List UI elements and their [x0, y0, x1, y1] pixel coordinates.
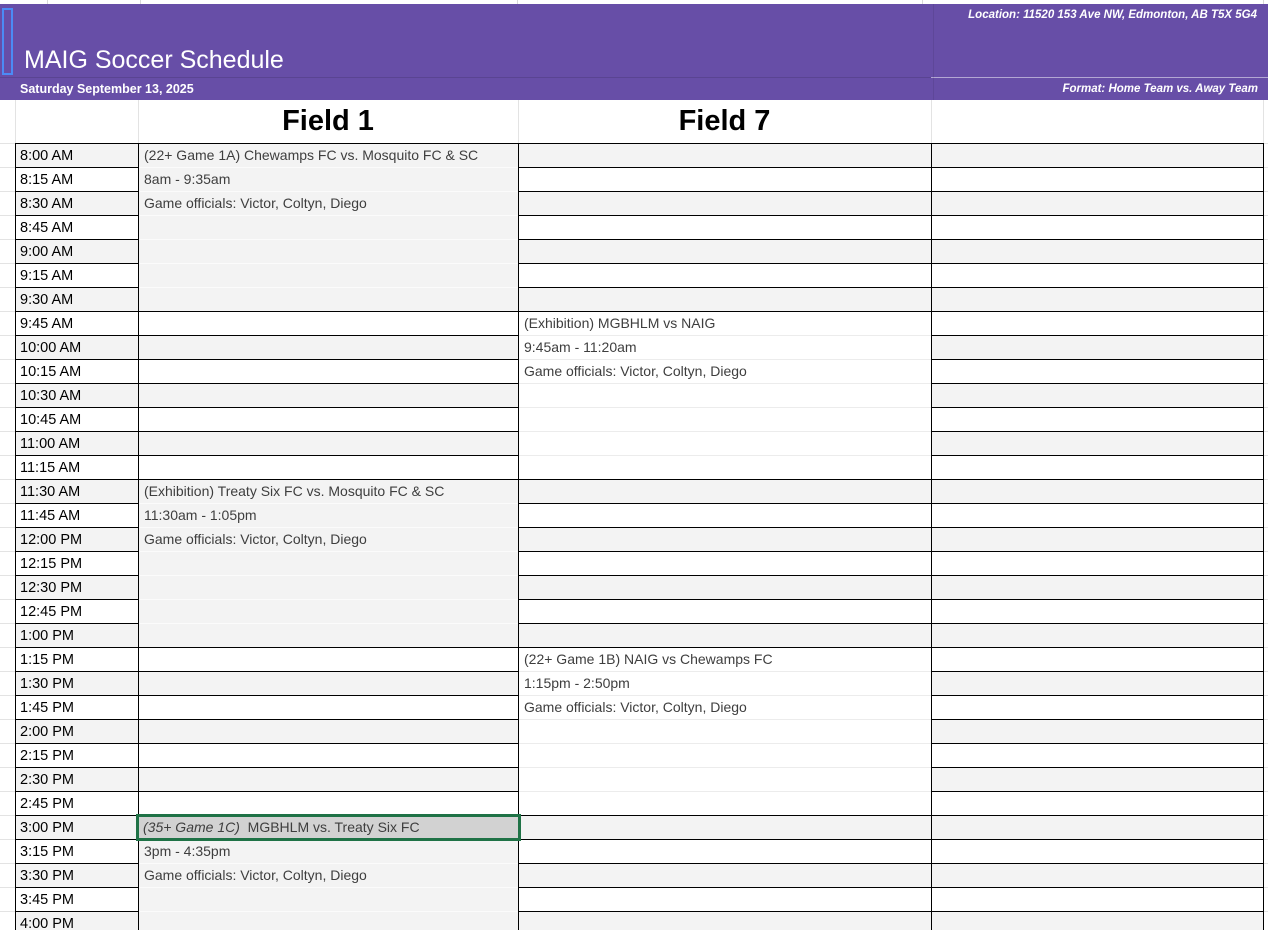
- schedule-cell-field7[interactable]: [518, 288, 931, 312]
- row-gridline: [0, 383, 15, 384]
- schedule-cell-extra[interactable]: [931, 720, 1263, 744]
- column-border: [15, 143, 16, 930]
- time-cell[interactable]: 11:30 AM: [15, 480, 138, 504]
- schedule-cell-extra[interactable]: [931, 648, 1263, 672]
- game-title-part: (Exhibition) Treaty Six FC vs. Mosquito FC & SC: [144, 483, 445, 499]
- row-gridline: [1264, 575, 1268, 576]
- block-row-gridline: [139, 575, 518, 576]
- block-row-gridline: [139, 551, 518, 552]
- schedule-cell-extra[interactable]: [931, 192, 1263, 216]
- row-gridline: [0, 431, 15, 432]
- block-row-gridline: [139, 263, 518, 264]
- schedule-cell-extra[interactable]: [931, 144, 1263, 168]
- row-gridline: [0, 647, 15, 648]
- schedule-cell-extra[interactable]: [931, 528, 1263, 552]
- time-cell[interactable]: 11:00 AM: [15, 432, 138, 456]
- time-cell[interactable]: 8:15 AM: [15, 168, 138, 192]
- schedule-cell-extra[interactable]: [931, 744, 1263, 768]
- row-gridline: [1264, 263, 1268, 264]
- row-gridline: [1264, 647, 1268, 648]
- schedule-cell-extra[interactable]: [931, 456, 1263, 480]
- time-cell[interactable]: 1:15 PM: [15, 648, 138, 672]
- schedule-cell-field1[interactable]: [138, 696, 518, 720]
- schedule-cell-extra[interactable]: [931, 216, 1263, 240]
- row-gridline: [1264, 191, 1268, 192]
- block-row-gridline: [139, 599, 518, 600]
- row-gridline: [1264, 527, 1268, 528]
- schedule-cell-field1[interactable]: [138, 432, 518, 456]
- row-gridline: [0, 767, 15, 768]
- time-cell[interactable]: 4:00 PM: [15, 912, 138, 930]
- time-cell[interactable]: 1:45 PM: [15, 696, 138, 720]
- gridline: [518, 100, 519, 143]
- row-gridline: [1264, 479, 1268, 480]
- schedule-cell-field1[interactable]: [138, 792, 518, 816]
- schedule-cell-extra[interactable]: [931, 840, 1263, 864]
- game-title-part: MGBHLM vs. Treaty Six FC: [239, 819, 420, 835]
- row-gridline: [0, 503, 15, 504]
- row-gridline: [0, 911, 15, 912]
- schedule-cell-field7[interactable]: [518, 240, 931, 264]
- time-cell[interactable]: 9:45 AM: [15, 312, 138, 336]
- time-cell[interactable]: 9:15 AM: [15, 264, 138, 288]
- block-row-gridline: [519, 431, 931, 432]
- time-cell[interactable]: 2:15 PM: [15, 744, 138, 768]
- schedule-cell-extra[interactable]: [931, 768, 1263, 792]
- row-gridline: [0, 479, 15, 480]
- schedule-cell-extra[interactable]: [931, 432, 1263, 456]
- row-gridline: [1264, 431, 1268, 432]
- row-gridline: [1264, 311, 1268, 312]
- time-cell[interactable]: 12:15 PM: [15, 552, 138, 576]
- row-gridline: [0, 743, 15, 744]
- row-gridline: [1264, 287, 1268, 288]
- block-row-gridline: [139, 215, 518, 216]
- schedule-cell-extra[interactable]: [931, 912, 1263, 930]
- schedule-cell-extra[interactable]: [931, 480, 1263, 504]
- time-cell[interactable]: 3:00 PM: [15, 816, 138, 840]
- active-cell-cursor: [2, 8, 13, 75]
- time-cell[interactable]: 2:30 PM: [15, 768, 138, 792]
- schedule-cell-extra[interactable]: [931, 792, 1263, 816]
- schedule-cell-field7[interactable]: [518, 528, 931, 552]
- time-cell[interactable]: 12:45 PM: [15, 600, 138, 624]
- schedule-cell-field1[interactable]: [138, 648, 518, 672]
- time-cell[interactable]: 1:30 PM: [15, 672, 138, 696]
- schedule-cell-extra[interactable]: [931, 888, 1263, 912]
- row-gridline: [0, 335, 15, 336]
- column-border: [1263, 143, 1264, 930]
- schedule-cell-field7[interactable]: [518, 216, 931, 240]
- schedule-cell-field7[interactable]: [518, 264, 931, 288]
- schedule-cell-extra[interactable]: [931, 504, 1263, 528]
- block-row-gridline: [519, 743, 931, 744]
- schedule-cell-field7[interactable]: [518, 480, 931, 504]
- row-gridline: [1264, 791, 1268, 792]
- game-officials: Game officials: Victor, Coltyn, Diego: [524, 699, 747, 715]
- block-row-gridline: [139, 887, 518, 888]
- game-title: [519, 647, 931, 671]
- row-gridline: [1264, 359, 1268, 360]
- schedule-cell-extra[interactable]: [931, 264, 1263, 288]
- time-cell[interactable]: 1:00 PM: [15, 624, 138, 648]
- row-gridline: [0, 575, 15, 576]
- game-block-4[interactable]: [518, 647, 932, 816]
- time-cell[interactable]: 9:30 AM: [15, 288, 138, 312]
- schedule-cell-extra[interactable]: [931, 360, 1263, 384]
- row-gridline: [0, 551, 15, 552]
- format-note: Format: Home Team vs. Away Team: [1062, 83, 1258, 95]
- schedule-cell-field1[interactable]: [138, 360, 518, 384]
- block-row-gridline: [519, 767, 931, 768]
- sheet-title: MAIG Soccer Schedule: [24, 46, 284, 75]
- schedule-cell-field1[interactable]: [138, 384, 518, 408]
- game-title: [139, 143, 518, 167]
- schedule-cell-field7[interactable]: [518, 912, 931, 930]
- time-cell[interactable]: 3:30 PM: [15, 864, 138, 888]
- row-gridline: [0, 671, 15, 672]
- row-gridline: [0, 695, 15, 696]
- row-gridline: [1264, 503, 1268, 504]
- row-gridline: [1264, 407, 1268, 408]
- row-gridline: [1264, 335, 1268, 336]
- schedule-cell-extra[interactable]: [931, 672, 1263, 696]
- row-gridline: [0, 839, 15, 840]
- schedule-cell-extra[interactable]: [931, 408, 1263, 432]
- row-gridline: [0, 455, 15, 456]
- row-gridline: [1264, 455, 1268, 456]
- time-cell[interactable]: 11:15 AM: [15, 456, 138, 480]
- time-cell[interactable]: 12:00 PM: [15, 528, 138, 552]
- row-gridline: [0, 527, 15, 528]
- schedule-cell-extra[interactable]: [931, 552, 1263, 576]
- row-gridline: [0, 815, 15, 816]
- gridline: [931, 100, 932, 143]
- row-gridline: [0, 887, 15, 888]
- row-gridline: [1264, 887, 1268, 888]
- row-gridline: [1264, 551, 1268, 552]
- time-cell[interactable]: 3:45 PM: [15, 888, 138, 912]
- block-row-gridline: [139, 623, 518, 624]
- schedule-cell-field7[interactable]: [518, 552, 931, 576]
- row-gridline: [1264, 719, 1268, 720]
- row-gridline: [0, 167, 15, 168]
- schedule-cell-extra[interactable]: [931, 816, 1263, 840]
- row-gridline: [0, 263, 15, 264]
- schedule-cell-extra[interactable]: [931, 600, 1263, 624]
- game-time-range: 11:30am - 1:05pm: [144, 507, 257, 523]
- row-gridline: [0, 359, 15, 360]
- row-gridline: [1264, 671, 1268, 672]
- game-officials: Game officials: Victor, Coltyn, Diego: [524, 363, 747, 379]
- schedule-cell-field7[interactable]: [518, 816, 931, 840]
- time-cell[interactable]: 8:45 AM: [15, 216, 138, 240]
- block-row-gridline: [139, 239, 518, 240]
- time-cell[interactable]: 2:00 PM: [15, 720, 138, 744]
- game-block-1[interactable]: [138, 143, 519, 312]
- row-gridline: [1264, 695, 1268, 696]
- row-gridline: [1264, 167, 1268, 168]
- schedule-cell-extra[interactable]: [931, 384, 1263, 408]
- selected-cell[interactable]: [136, 814, 521, 841]
- row-gridline: [1264, 911, 1268, 912]
- game-title: [519, 311, 931, 335]
- game-officials: Game officials: Victor, Coltyn, Diego: [144, 867, 367, 883]
- row-gridline: [0, 215, 15, 216]
- row-gridline: [1264, 623, 1268, 624]
- field7-header-cell[interactable]: Field 7: [678, 105, 771, 137]
- schedule-cell-field1[interactable]: [138, 720, 518, 744]
- row-gridline: [0, 407, 15, 408]
- schedule-cell-extra[interactable]: [931, 240, 1263, 264]
- game-title-part: (Exhibition) MGBHLM vs NAIG: [524, 315, 716, 331]
- row-gridline: [1264, 863, 1268, 864]
- schedule-cell-field7[interactable]: [518, 624, 931, 648]
- block-row-gridline: [519, 383, 931, 384]
- game-title-italic-part: (35+ Game 1C): [143, 819, 240, 835]
- gridline: [1263, 100, 1264, 143]
- time-cell[interactable]: 10:00 AM: [15, 336, 138, 360]
- row-gridline: [1264, 143, 1268, 144]
- block-row-gridline: [519, 407, 931, 408]
- schedule-cell-extra[interactable]: [931, 288, 1263, 312]
- block-row-gridline: [139, 911, 518, 912]
- game-title: [139, 817, 518, 841]
- schedule-cell-extra[interactable]: [931, 312, 1263, 336]
- game-time-range: 8am - 9:35am: [144, 171, 231, 187]
- schedule-cell-field1[interactable]: [138, 672, 518, 696]
- time-cell[interactable]: 3:15 PM: [15, 840, 138, 864]
- time-cell[interactable]: 8:00 AM: [15, 144, 138, 168]
- row-gridline: [1264, 767, 1268, 768]
- gridline: [15, 100, 16, 143]
- row-gridline: [0, 311, 15, 312]
- game-officials: Game officials: Victor, Coltyn, Diego: [144, 195, 367, 211]
- schedule-cell-extra[interactable]: [931, 864, 1263, 888]
- game-title-part: (22+ Game 1A) Chewamps FC vs. Mosquito FC & SC: [144, 147, 479, 163]
- location-note: Location: 11520 153 Ave NW, Edmonton, AB T5X 5G4: [968, 9, 1257, 21]
- time-cell[interactable]: 12:30 PM: [15, 576, 138, 600]
- block-row-gridline: [519, 455, 931, 456]
- schedule-cell-field7[interactable]: [518, 600, 931, 624]
- schedule-cell-extra[interactable]: [931, 336, 1263, 360]
- schedule-cell-field1[interactable]: [138, 768, 518, 792]
- time-cell[interactable]: 9:00 AM: [15, 240, 138, 264]
- row-gridline: [1264, 599, 1268, 600]
- block-row-gridline: [519, 791, 931, 792]
- row-gridline: [0, 191, 15, 192]
- schedule-cell-field1[interactable]: [138, 336, 518, 360]
- game-block-3[interactable]: [138, 479, 519, 648]
- row-gridline: [1264, 239, 1268, 240]
- game-title: [139, 479, 518, 503]
- game-title-part: (22+ Game 1B) NAIG vs Chewamps FC: [524, 651, 773, 667]
- schedule-cell-extra[interactable]: [931, 576, 1263, 600]
- game-officials: Game officials: Victor, Coltyn, Diego: [144, 531, 367, 547]
- schedule-cell-field7[interactable]: [518, 144, 931, 168]
- schedule-cell-field7[interactable]: [518, 888, 931, 912]
- row-gridline: [1264, 839, 1268, 840]
- row-gridline: [0, 239, 15, 240]
- schedule-cell-field1[interactable]: [138, 408, 518, 432]
- time-cell[interactable]: 2:45 PM: [15, 792, 138, 816]
- row-gridline: [0, 599, 15, 600]
- block-row-gridline: [519, 719, 931, 720]
- schedule-cell-field7[interactable]: [518, 840, 931, 864]
- row-gridline: [0, 287, 15, 288]
- schedule-cell-field7[interactable]: [518, 192, 931, 216]
- field1-header-cell[interactable]: Field 1: [282, 105, 374, 137]
- schedule-cell-extra[interactable]: [931, 624, 1263, 648]
- game-time-range: 3pm - 4:35pm: [144, 843, 231, 859]
- time-cell[interactable]: 8:30 AM: [15, 192, 138, 216]
- time-cell[interactable]: 10:15 AM: [15, 360, 138, 384]
- schedule-cell-field7[interactable]: [518, 576, 931, 600]
- time-cell[interactable]: 10:30 AM: [15, 384, 138, 408]
- gridline: [138, 100, 139, 143]
- row-gridline: [0, 143, 15, 144]
- schedule-cell-field1[interactable]: [138, 312, 518, 336]
- date-label: Saturday September 13, 2025: [20, 82, 194, 96]
- block-row-gridline: [139, 287, 518, 288]
- row-gridline: [1264, 383, 1268, 384]
- schedule-cell-field7[interactable]: [518, 168, 931, 192]
- row-gridline: [1264, 815, 1268, 816]
- schedule-cell-extra[interactable]: [931, 168, 1263, 192]
- row-gridline: [0, 791, 15, 792]
- row-gridline: [1264, 743, 1268, 744]
- game-block-2[interactable]: [518, 311, 932, 480]
- game-time-range: 9:45am - 11:20am: [524, 339, 637, 355]
- row-gridline: [0, 623, 15, 624]
- time-cell[interactable]: 10:45 AM: [15, 408, 138, 432]
- game-time-range: 1:15pm - 2:50pm: [524, 675, 630, 691]
- schedule-cell-field1[interactable]: [138, 456, 518, 480]
- time-cell[interactable]: 11:45 AM: [15, 504, 138, 528]
- schedule-cell-field7[interactable]: [518, 504, 931, 528]
- schedule-cell-extra[interactable]: [931, 696, 1263, 720]
- schedule-cell-field7[interactable]: [518, 864, 931, 888]
- row-gridline: [1264, 215, 1268, 216]
- row-gridline: [0, 863, 15, 864]
- row-gridline: [0, 719, 15, 720]
- schedule-cell-field1[interactable]: [138, 744, 518, 768]
